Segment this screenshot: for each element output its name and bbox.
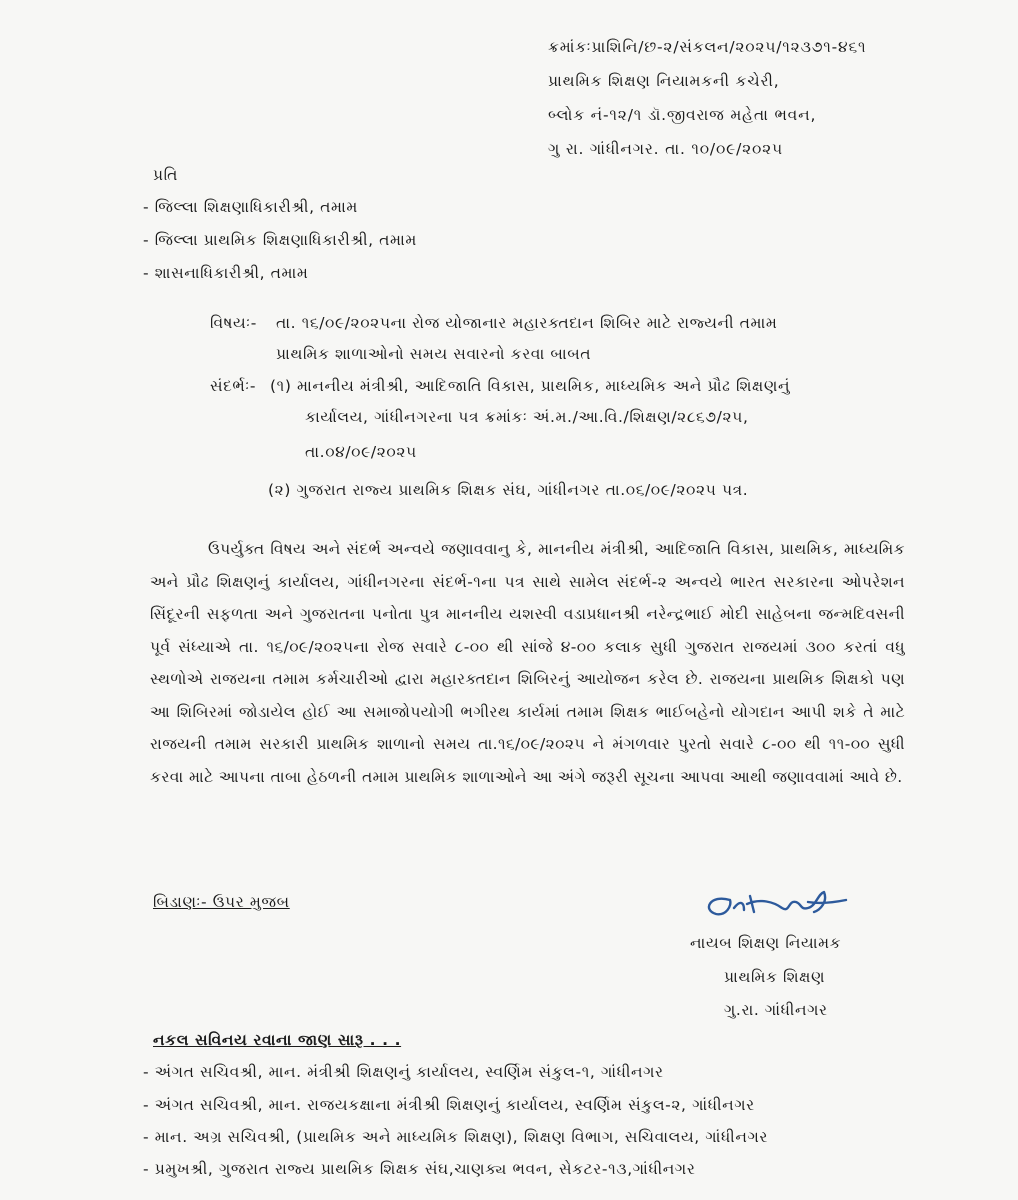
recipients-label: પ્રતિ	[153, 166, 179, 184]
copy-heading: નકલ સવિનય રવાના જાણ સારૂ . . .	[153, 1031, 402, 1049]
reference-1-line-3: તા.૦૪/૦૯/૨૦૨૫	[305, 443, 417, 461]
copy-item: - અંગત સચિવશ્રી, માન. રાજયકક્ષાના મંત્રીશ્રી શિક્ષણનું કાર્યાલય, સ્વર્ણિમ સંકુલ-૨, ગાંધીનગર	[143, 1096, 755, 1114]
body-paragraph	[150, 533, 905, 793]
signatory-place: ગુ.રા. ગાંધીનગર	[724, 1001, 828, 1019]
enclosure: બિડાણઃ- ઉપર મુજબ	[153, 893, 290, 911]
subject-line-2: પ્રાથમિક શાળાઓનો સમય સવારનો કરવા બાબત	[276, 345, 592, 363]
reference-label: સંદર્ભઃ-	[210, 377, 257, 395]
signatory-title: નાયબ શિક્ષણ નિયામક	[690, 934, 842, 952]
reference-number: ક્રમાંકઃપ્રાશિનિ/છ-૨/સંકલન/૨૦૨૫/૧૨૩૭૧-૪૬૧	[548, 38, 867, 56]
recipient-item: - જિલ્લા પ્રાથમિક શિક્ષણાધિકારીશ્રી, તમામ	[143, 231, 417, 249]
copy-item: - પ્રમુખશ્રી, ગુજરાત રાજ્ય પ્રાથમિક શિક્ષક સંઘ,ચાણક્ય ભવન, સેકટર-૧૩,ગાંધીનગર	[143, 1160, 696, 1178]
body-text: ઉપર્યુક્ત વિષય અને સંદર્ભ અન્વયે જણાવવાનુ કે, માનનીય મંત્રીશ્રી, આદિજાતિ વિકાસ, પ્રાથમિક, માધ્યમિક અને પ્રૌઢ શિક્ષણનું કાર્યાલય, ગાંધીનગરના સંદર્ભ-૧ના પત્ર સાથે સામેલ સંદર્ભ-૨ અન્વયે ભારત સરકારના ઓપરેશન સિંદૂરની સફળતા અને ગુજરાતના પનોતા પુત્ર માનનીય યશસ્વી વડાપ્રધાનશ્રી નરેન્દ્રભાઈ મોદી સાહેબના જન્મદિવસની પૂર્વ સંધ્યાએ તા. ૧૬/૦૯/૨૦૨૫ના રોજ સવારે ૮-૦૦ થી સાંજે ૪-૦૦ કલાક સુધી ગુજરાત રાજયમાં ૩૦૦ કરતાં વધુ સ્થળોએ રાજયના તમામ કર્મચારીઓ દ્વારા મહારક્તદાન શિબિરનું આયોજન કરેલ છે. રાજયના પ્રાથમિક શિક્ષકો પણ આ શિબિરમાં જોડાયેલ હોઈ આ સમાજોપયોગી ભગીરથ કાર્યમાં તમામ શિક્ષક ભાઈબહેનો યોગદાન આપી શકે તે માટે રાજયની તમામ સરકારી પ્રાથમિક શાળાનો સમય તા.૧૬/૦૯/૨૦૨૫ ને મંગળવાર પુરતો સવારે ૮-૦૦ થી ૧૧-૦૦ સુધી કરવા માટે આપના તાબા હેઠળની તમામ પ્રાથમિક શાળાઓને આ અંગે જરૂરી સૂચના આપવા આથી જણાવવામાં આવે છે.	[150, 540, 905, 786]
place-date: ગુ રા. ગાંધીનગર. તા. ૧૦/૦૯/૨૦૨૫	[548, 140, 783, 158]
office-address: બ્લોક નં-૧૨/૧ ડૉ.જીવરાજ મહેતા ભવન,	[548, 106, 817, 124]
reference-2: (૨) ગુજરાત રાજ્ય પ્રાથમિક શિક્ષક સંઘ, ગાંધીનગર તા.૦૬/૦૯/૨૦૨૫ પત્ર.	[268, 481, 749, 499]
signatory-department: પ્રાથમિક શિક્ષણ	[724, 968, 826, 986]
reference-1-line-2: કાર્યાલય, ગાંધીનગરના પત્ર ક્રમાંકઃ અં.મ./આ.વિ./શિક્ષણ/૨૮૬૭/૨૫,	[305, 408, 749, 426]
subject-line-1: તા. ૧૬/૦૯/૨૦૨૫ના રોજ યોજાનાર મહારક્તદાન શિબિર માટે રાજ્યની તમામ	[276, 314, 778, 332]
copy-item: - અંગત સચિવશ્રી, માન. મંત્રીશ્રી શિક્ષણનું કાર્યાલય, સ્વર્ણિમ સંકુલ-૧, ગાંધીનગર	[143, 1063, 664, 1081]
recipient-item: - જિલ્લા શિક્ષણાધિકારીશ્રી, તમામ	[143, 198, 358, 216]
reference-1-line-1: (૧) માનનીય મંત્રીશ્રી, આદિજાતિ વિકાસ, પ્રાથમિક, માધ્યમિક અને પ્રૌઢ શિક્ષણનું	[270, 377, 791, 395]
signature-image	[700, 880, 850, 930]
subject-label: વિષયઃ-	[210, 314, 257, 332]
copy-item: - માન. અગ્ર સચિવશ્રી, (પ્રાથમિક અને માધ્યમિક શિક્ષણ), શિક્ષણ વિભાગ, સચિવાલય, ગાંધીનગર	[143, 1128, 769, 1146]
office-name: પ્રાથમિક શિક્ષણ નિયામકની કચેરી,	[548, 72, 780, 90]
recipient-item: - શાસનાધિકારીશ્રી, તમામ	[143, 264, 309, 282]
